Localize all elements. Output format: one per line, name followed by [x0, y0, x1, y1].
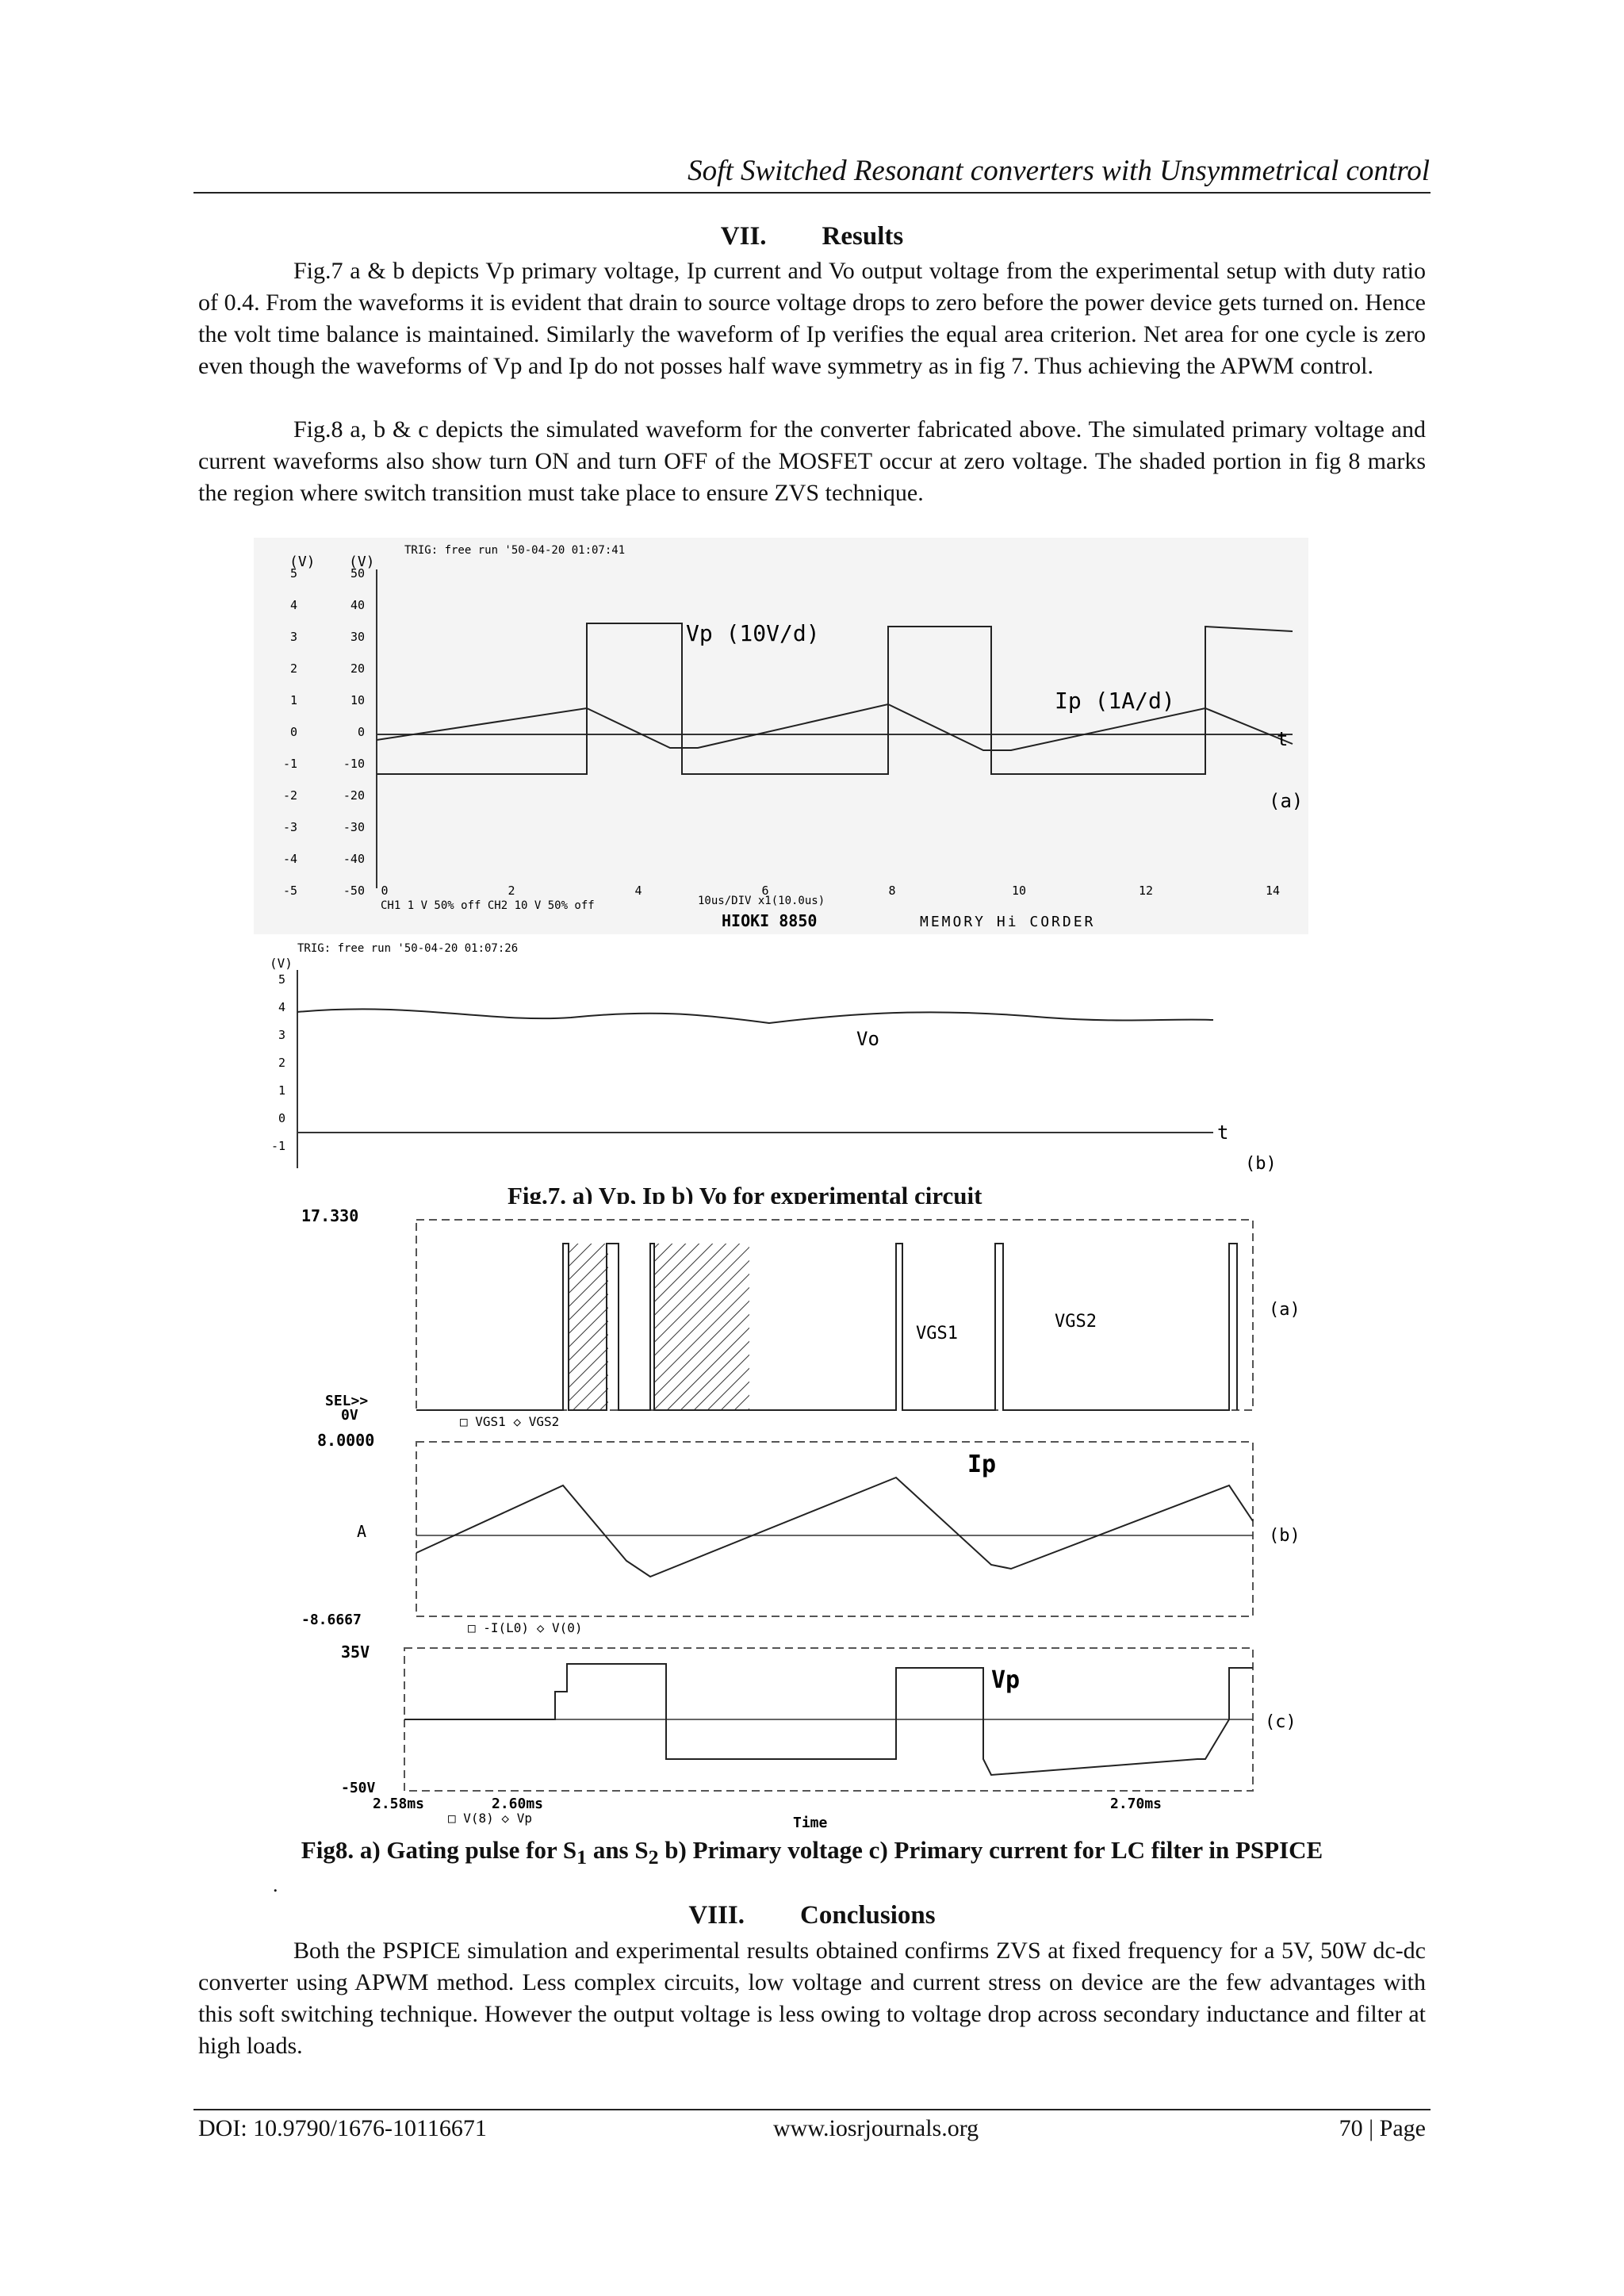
f7a-lticks-tick-9: -4 — [282, 852, 297, 866]
fig8c-xlabel: Time — [793, 1815, 828, 1831]
fig8b-ybottom: -8.6667 — [301, 1612, 362, 1628]
stray-dot: . — [273, 1873, 278, 1896]
f7a-lticks-tick-3: 2 — [289, 661, 297, 676]
fig8-caption-sub2: 2 — [648, 1846, 659, 1869]
conclusions-paragraph-text: Both the PSPICE simulation and experimental results obtained confirms ZVS at fixed frequency for a 5V, 50W dc-dc converter using APWM method. Less complex circuits, low voltage and current stress on device are the few advantages with this soft switching technique. However the output voltage is less owing to voltage drop across secondary inductance and filter at high loads. — [198, 1938, 1426, 2059]
f7a-xticks-tick-6: 12 — [1138, 884, 1154, 898]
footer-doi: DOI: 10.9790/1676-10116671 — [198, 2115, 487, 2141]
fig8a-label-vgs1: VGS1 — [916, 1324, 958, 1343]
section-title: Results — [822, 222, 904, 251]
f7a-rticks-tick-3: 20 — [350, 661, 365, 676]
fig7a-panel-label: (a) — [1269, 790, 1304, 812]
fig8b-panel-label: (b) — [1269, 1526, 1300, 1546]
fig7a-label-t: t — [1277, 728, 1289, 750]
fig7a-trig-text: TRIG: free run '50-04-20 01:07:41 — [404, 544, 626, 557]
fig7a-brand: HIOKI 8850 — [722, 911, 818, 930]
footer-site: www.iosrjournals.org — [773, 2115, 979, 2141]
f7b-lticks-tick-5: 0 — [278, 1111, 285, 1125]
fig8c-legend: □ V(8) ◇ Vp — [448, 1811, 532, 1826]
fig7a-unit-right: (V) — [349, 554, 375, 570]
f7a-xticks-tick-3: 6 — [761, 884, 769, 898]
footer-page: 70 | Page — [1339, 2115, 1426, 2141]
f7b-lticks-tick-1: 4 — [278, 1000, 285, 1014]
fig8c-x-mid: 2.60ms — [492, 1796, 544, 1812]
header-rule — [193, 192, 1431, 194]
f7a-lticks-tick-1: 4 — [289, 598, 297, 612]
f7a-rticks-tick-0: 50 — [350, 566, 365, 581]
fig8a-shaded-1 — [569, 1244, 608, 1410]
f7a-rticks-tick-9: -40 — [343, 852, 365, 866]
f7a-lticks-tick-6: -1 — [282, 757, 297, 771]
fig8a-legend: □ VGS1 ◇ VGS2 — [460, 1414, 560, 1429]
f7a-rticks-tick-8: -30 — [343, 820, 365, 834]
fig8a-sel: SEL>> — [325, 1393, 369, 1409]
fig8b-frame — [416, 1442, 1253, 1616]
fig8b-ytop: 8.0000 — [317, 1431, 375, 1450]
f7a-rticks-tick-1: 40 — [350, 598, 365, 612]
f7a-xticks-tick-0: 0 — [381, 884, 389, 898]
f7a-rticks-tick-6: -10 — [343, 757, 365, 771]
fig8-caption-mid: ans S — [587, 1836, 649, 1864]
f7b-lticks-tick-0: 5 — [278, 972, 285, 987]
f7b-lticks-tick-3: 2 — [278, 1056, 285, 1070]
f7b-lticks-tick-6: -1 — [270, 1139, 285, 1153]
f7b-lticks-tick-2: 3 — [278, 1028, 285, 1042]
fig8c-ytop: 35V — [341, 1642, 370, 1662]
running-title: Soft Switched Resonant converters with Unsymmetrical control — [688, 155, 1430, 187]
fig7a-label-ip: Ip (1A/d) — [1055, 688, 1175, 714]
fig7b-label-vo: Vo — [856, 1028, 879, 1050]
f7a-lticks-tick-10: -5 — [282, 884, 297, 898]
f7a-rticks-tick-5: 0 — [357, 725, 365, 739]
f7a-rticks-tick-7: -20 — [343, 788, 365, 803]
results-paragraph-2 — [198, 414, 1426, 509]
section-title: Conclusions — [800, 1901, 936, 1930]
conclusions-paragraph — [198, 1935, 1426, 2062]
fig8a-panel-label: (a) — [1269, 1300, 1300, 1320]
f7a-rticks-tick-2: 30 — [350, 630, 365, 644]
section-heading-conclusions — [193, 1901, 1431, 1930]
results-paragraph-1-text: Fig.7 a & b depicts Vp primary voltage, Ip current and Vo output voltage from the experimental setup with duty ratio of 0.4. From the waveforms it is evident that drain to source voltage drops to zero before the power device gets turned on. Hence the volt time balance is maintained. Similarly the waveform of Ip verifies the equal area criterion. Net area for one cycle is zero even though the waveforms of Vp and Ip do not posses half wave symmetry as in fig 7. Thus achieving the APWM control. — [198, 258, 1426, 379]
fig8-caption-pre: Fig8. a) Gating pulse for S — [301, 1836, 577, 1864]
f7a-lticks-tick-0: 5 — [289, 566, 297, 581]
fig8c-x-end: 2.70ms — [1110, 1796, 1162, 1812]
section-number: VII. — [720, 222, 767, 251]
fig7a-unit-left: (V) — [289, 554, 316, 570]
fig7a-brand-sub: MEMORY Hi CORDER — [920, 914, 1096, 930]
fig8b-ip-waveform — [416, 1478, 1253, 1577]
section-heading-results — [193, 222, 1431, 251]
f7a-lticks-tick-8: -3 — [282, 820, 297, 834]
fig8a-ybottom: 0V — [341, 1407, 358, 1424]
f7b-lticks-tick-4: 1 — [278, 1083, 285, 1098]
f7a-xticks-tick-2: 4 — [634, 884, 642, 898]
fig8b-axis-mark: A — [357, 1522, 367, 1541]
f7a-lticks-tick-5: 0 — [289, 725, 297, 739]
footer-rule — [193, 2109, 1431, 2110]
fig7a-channel-text: CH1 1 V 50% off CH2 10 V 50% off — [381, 899, 595, 912]
f7a-lticks-tick-2: 3 — [289, 630, 297, 644]
fig7b-unit-left: (V) — [270, 956, 293, 971]
fig8c-ybottom: -50V — [341, 1780, 376, 1796]
fig8c-x-start: 2.58ms — [373, 1796, 425, 1812]
fig7b-vo-waveform — [297, 1009, 1213, 1023]
fig7a-time-div: 10us/DIV x1(10.0us) — [698, 895, 825, 907]
f7a-rticks-tick-4: 10 — [350, 693, 365, 707]
fig8b-legend: □ -I(L0) ◇ V(0) — [468, 1620, 583, 1635]
fig7b-left-ticks — [271, 972, 285, 1153]
f7a-xticks-tick-7: 14 — [1265, 884, 1281, 898]
fig8a-gate-waveform — [416, 1244, 1237, 1410]
fig7b-panel-label: (b) — [1245, 1154, 1277, 1172]
fig7a-background — [254, 538, 1308, 934]
f7a-lticks-tick-4: 1 — [289, 693, 297, 707]
fig8-caption-sub1: 1 — [576, 1846, 588, 1869]
fig8-caption-post: b) Primary voltage c) Primary current for LC filter in PSPICE — [658, 1836, 1323, 1864]
fig8a-label-vgs2: VGS2 — [1055, 1312, 1097, 1332]
f7a-xticks-tick-1: 2 — [508, 884, 515, 898]
fig8a-shaded-2 — [654, 1244, 749, 1410]
f7a-xticks-tick-5: 10 — [1011, 884, 1027, 898]
section-number: VIII. — [688, 1901, 745, 1930]
fig8a-frame — [416, 1220, 1253, 1410]
fig8c-label-vp: Vp — [991, 1666, 1021, 1694]
fig8c-panel-label: (c) — [1265, 1712, 1297, 1732]
figure-8 — [254, 1204, 1300, 1838]
fig8a-ytop: 17.330 — [301, 1206, 359, 1225]
fig7a-label-vp: Vp (10V/d) — [686, 620, 820, 646]
results-paragraph-1 — [198, 255, 1426, 382]
figure-7 — [254, 538, 1308, 1172]
results-paragraph-2-text: Fig.8 a, b & c depicts the simulated waveform for the converter fabricated above. The simulated primary voltage and current waveforms also show turn ON and turn OFF of the MOSFET occur at zero voltage. The shaded portion in fig 8 marks the region where switch transition must take place to ensure ZVS technique. — [198, 416, 1426, 506]
fig8-caption — [0, 1836, 1624, 1869]
f7a-lticks-tick-7: -2 — [282, 788, 297, 803]
fig7b-trig-text: TRIG: free run '50-04-20 01:07:26 — [297, 942, 519, 955]
fig7-caption: Fig.7. a) Vp, Ip b) Vo for experimental circuit — [508, 1182, 982, 1209]
fig8b-label-ip: Ip — [967, 1451, 997, 1478]
fig7b-label-t: t — [1217, 1121, 1229, 1144]
f7a-xticks-tick-4: 8 — [888, 884, 896, 898]
f7a-rticks-tick-10: -50 — [343, 884, 365, 898]
